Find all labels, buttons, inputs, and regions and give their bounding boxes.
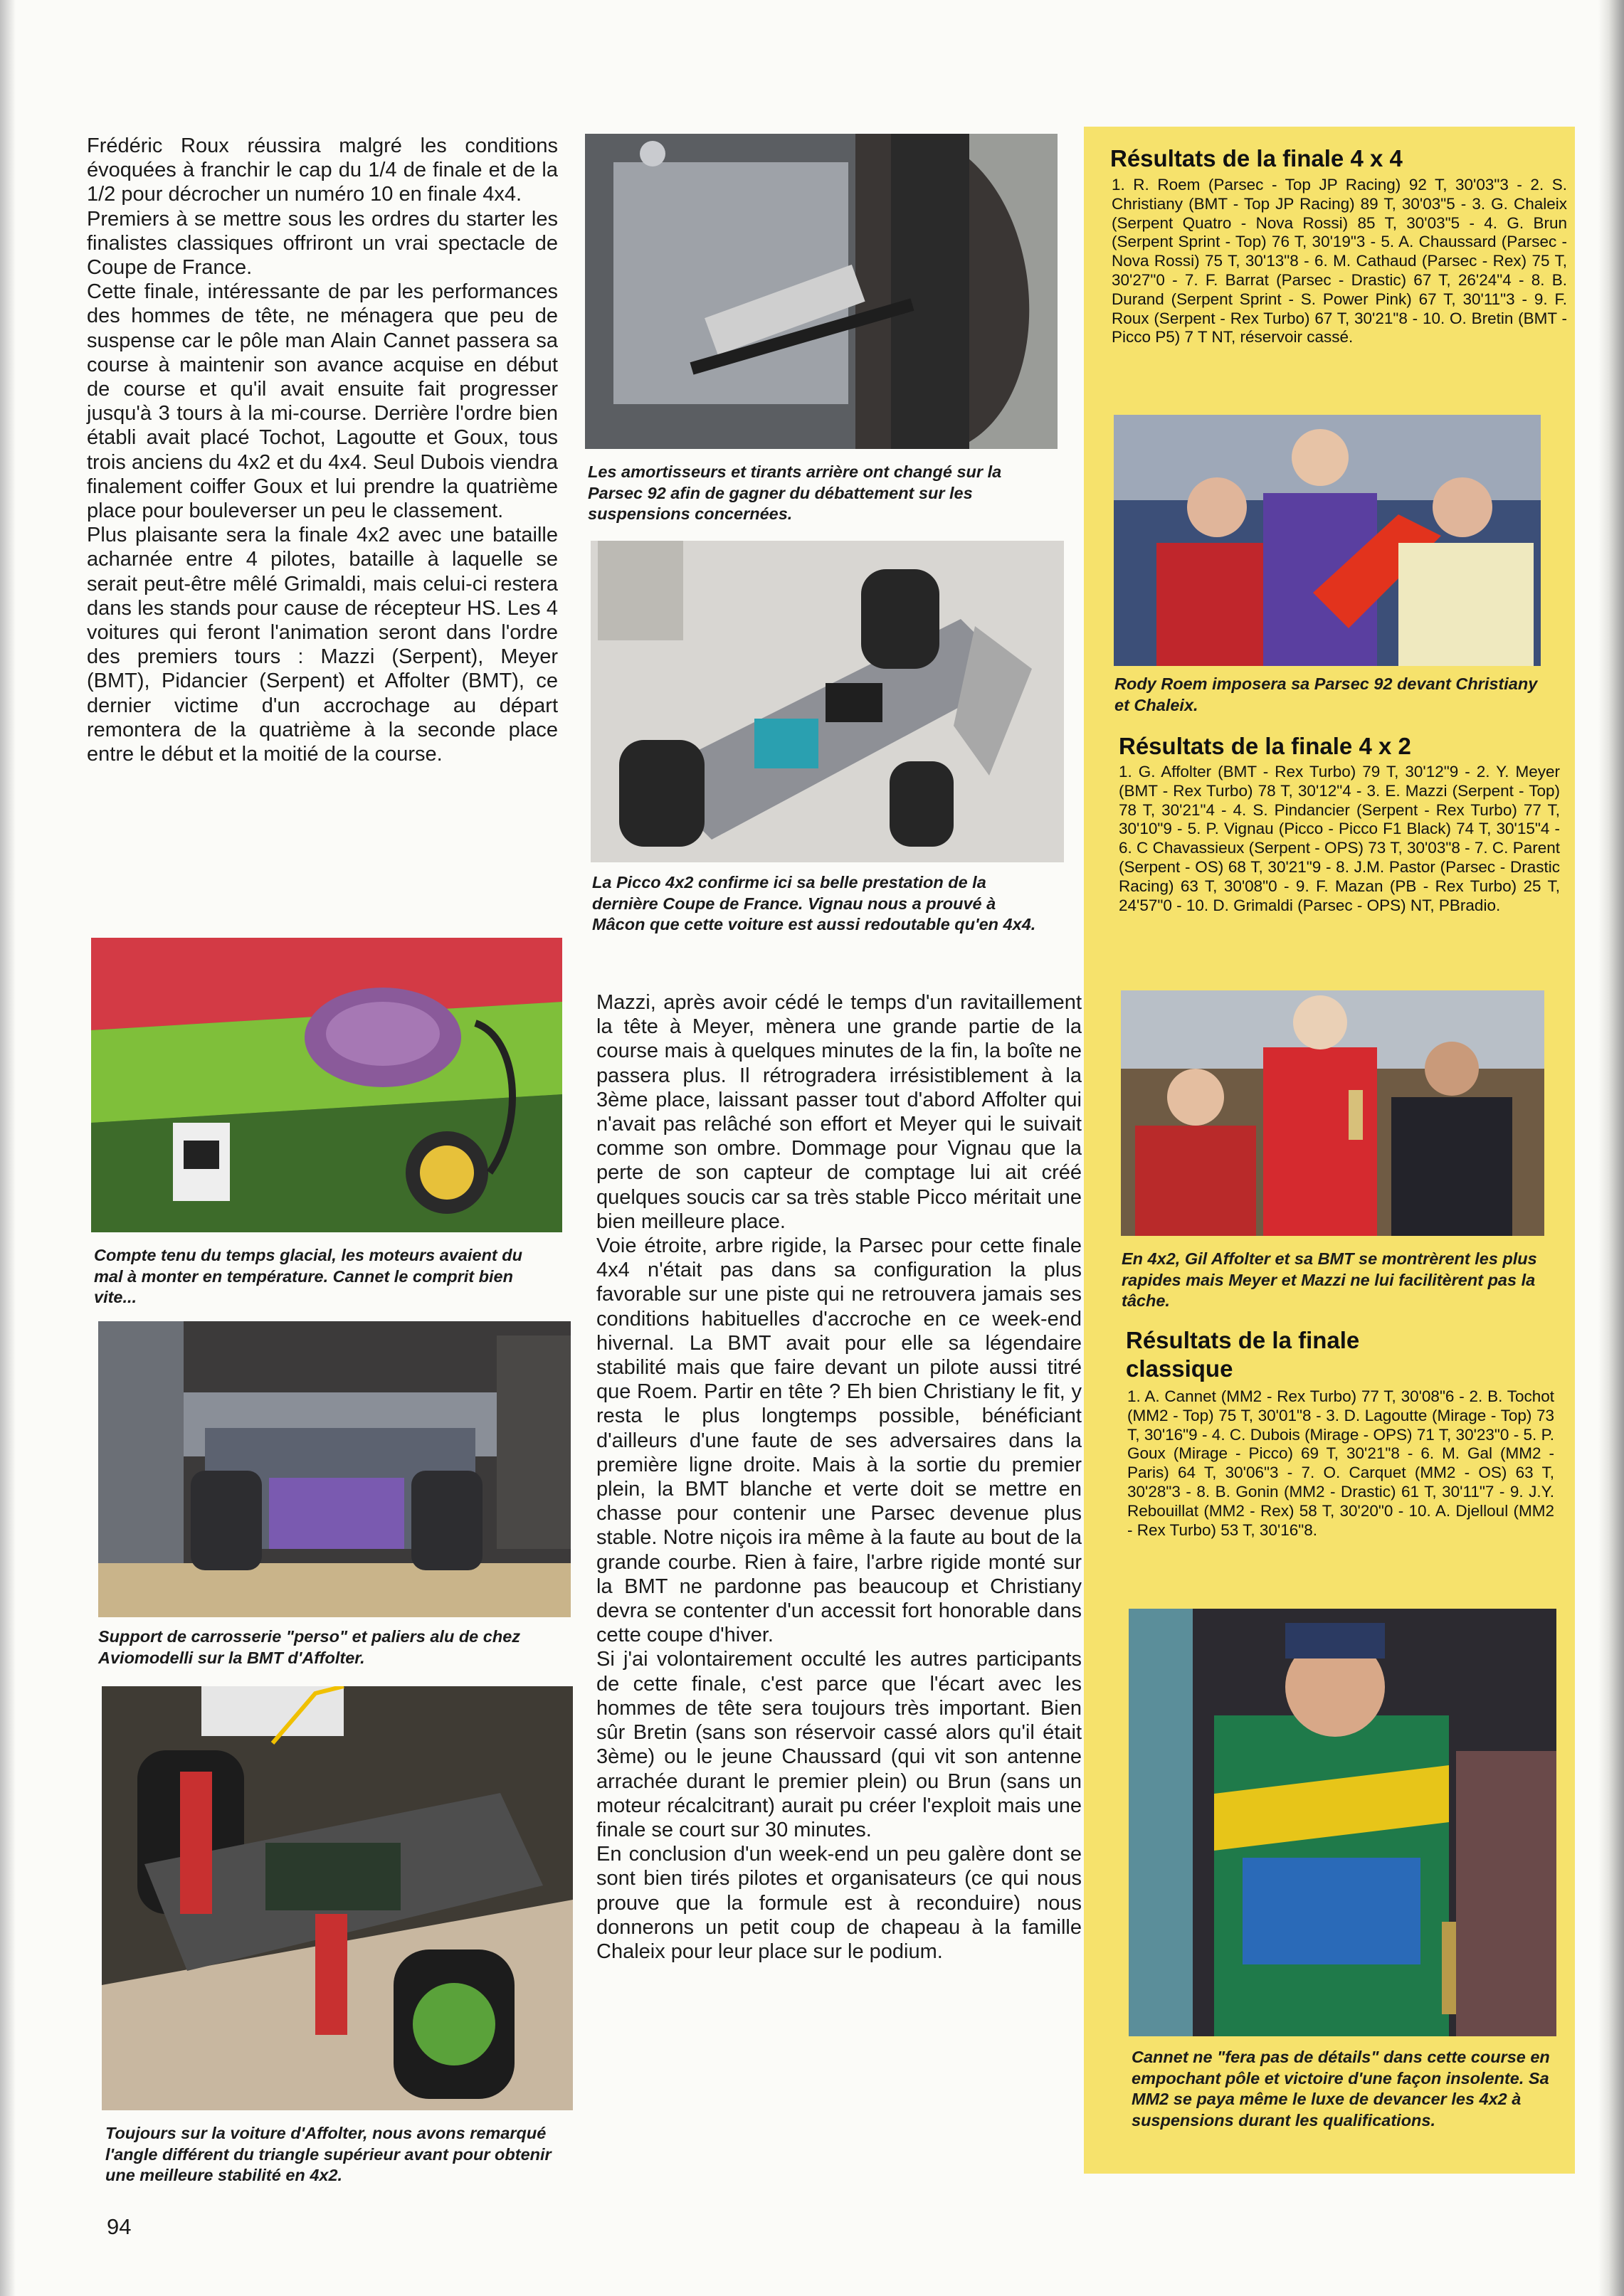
column1-paragraph: Frédéric Roux réussira malgré les conditions évoquées à franchir le cap du 1/4 de finale et de la 1/2 pour décrocher un numéro 10 en finale 4x4. (87, 134, 558, 206)
photo-cannet-winner (1129, 1609, 1556, 2036)
caption-picco: La Picco 4x2 confirme ici sa belle prestation de la dernière Coupe de France. Vignau nous a prouvé à Mâcon que cette voiture est aussi redoutable qu'en 4x4. (592, 873, 1036, 933)
column2-paragraph: En conclusion d'un week-end un peu galère dont se sont bien tirés pilotes et organisateurs (ce qui nous prouve que la formule est à reconduire) nous donnerons un petit coup de chapeau à la famille Chaleix pour leur place sur le podium. (596, 1843, 1082, 1963)
column2-paragraph: Si j'ai volontairement occulté les autres participants de cette finale, c'est parce que l'écart avec les hommes de tête sera toujours très important. Bien sûr Bretin (sans son réservoir cassé alors qu'il était 3ème) ou le jeune Chaussard (qui vit son antenne arrachée durant le premier plein) ou Brun (sans un moteur récalcitrant) aurait pu créer l'exploit mais une finale se court sur 30 minutes. (596, 1648, 1082, 1841)
results-4x2-list: 1. G. Affolter (BMT - Rex Turbo) 79 T, 30'12"9 - 2. Y. Meyer (BMT - Rex Turbo) 78 T, 30'12"4 - 3. E. Mazzi (Serpent - Top) 78 T, 30'21"4 - 4. S. Pindancier (Serpent - Rex Turbo) 77 T, 30'10"9 - 5. P. Vignau (Picco - Picco F1 Black) 74 T, 30'15"4 - 6. C Chavassieux (Serpent - OPS) 73 T, 30'03"8 - 7. C. Parent (Serpent - OS) 68 T, 30'21"9 - 8. J.M. Pastor (Parsec - Drastic Racing) 63 T, 30'08"0 - 9. F. Mazan (PB - Rex Turbo) 25 T, 24'57"0 - 10. D. Grimaldi (Parsec - OPS) NT, PBradio. (1119, 763, 1560, 914)
caption-cannet-winner: Cannet ne "fera pas de détails" dans cette course en empochant pôle et victoire d'une façon insolente. Sa MM2 se paya même le luxe de devancer les 4x2 à suspensions durant les qualifications. (1132, 2048, 1550, 2130)
photo-engine-closeup (91, 938, 562, 1232)
caption-rear-shocks: Les amortisseurs et tirants arrière ont changé sur la Parsec 92 afin de gagner du débattement sur les suspensions concernées. (588, 462, 1002, 523)
results-classique-list: 1. A. Cannet (MM2 - Rex Turbo) 77 T, 30'08"6 - 2. B. Tochot (MM2 - Top) 75 T, 30'01"8 - 3. D. Lagoutte (Mirage - Top) 73 T, 30'16"9 - 4. C. Dubois (Mirage - OPS) 71 T, 30'23"0 - 5. P. Goux (Mirage - Picco) 69 T, 30'21"8 - 6. M. Gal (MM2 - Paris) 64 T, 30'06"3 - 7. O. Carquet (MM2 - OS) 63 T, 30'28"3 - 8. B. Gonin (MM2 - Drastic) 61 T, 30'11"7 - 9. J.Y. Rebouillat (MM2 - Rex) 58 T, 30'20"0 - 10. A. Djelloul (MM2 - Rex Turbo) 53 T, 30'16"8. (1127, 1387, 1554, 1539)
caption-engine: Compte tenu du temps glacial, les moteurs avaient du mal à monter en température. Cannet le comprit bien vite... (94, 1246, 522, 1306)
column1-paragraph: Premiers à se mettre sous les ordres du starter les finalistes classiques offriront un vrai spectacle de Coupe de France. (87, 207, 558, 280)
column2-body (596, 990, 1082, 1964)
caption-podium-4x2: En 4x2, Gil Affolter et sa BMT se montrèrent les plus rapides mais Meyer et Mazzi ne lui facilitèrent pas la tâche. (1122, 1249, 1537, 1310)
column1-paragraph: Plus plaisante sera la finale 4x2 avec une bataille acharnée entre 4 pilotes, bataille à laquelle se serait peut-être mêlé Grimaldi, mais celui-ci restera dans les stands pour cause de récepteur HS. Les 4 voitures qui feront l'animation seront dans l'ordre des premiers tours : Mazzi (Serpent), Meyer (BMT), Pidancier (Serpent) et Affolter (BMT), ce dernier victime d'un accrochage au départ remontera de la quatrième à la seconde place entre le début et la moitié de la course. (87, 524, 558, 766)
column2-paragraph: Mazzi, après avoir cédé le temps d'un ravitaillement la tête à Meyer, mènera une grande partie de la course mais à quelques minutes de la fin, la boîte ne passera plus. Il rétrogradera irrésistiblement à la 3ème place, laissant passer tout d'abord Affolter qui n'avait pas relâché son effort et Meyer qui le suivait comme son ombre. Dommage pour Vignau que la perte de son capteur de comptage lui ait créé quelques soucis car sa très stable Picco méritait une bien meilleure place. (596, 991, 1082, 1233)
photo-picco-chassis (591, 541, 1064, 862)
page-gutter-shadow (0, 0, 16, 2296)
caption-bmt-support: Support de carrosserie "perso" et paliers alu de chez Aviomodelli sur la BMT d'Affolter. (98, 1627, 521, 1667)
caption-podium-4x4: Rody Roem imposera sa Parsec 92 devant Christiany et Chaleix. (1114, 674, 1538, 714)
photo-affolter-car (102, 1686, 573, 2110)
results-4x4-list: 1. R. Roem (Parsec - Top JP Racing) 92 T, 30'03"3 - 2. S. Christiany (BMT - Top JP Racing) 89 T, 30'03"5 - 3. G. Chaleix (Serpent Quatro - Nova Rossi) 85 T, 30'03"5 - 4. G. Brun (Serpent Sprint - Top) 76 T, 30'19"3 - 5. A. Chaussard (Parsec - Nova Rossi) 75 T, 30'13"8 - 6. M. Cathaud (Parsec - Rex) 75 T, 30'27"0 - 7. F. Barrat (Parsec - Drastic) 67 T, 26'24"4 - 8. B. Durand (Serpent Sprint - S. Power Pink) 67 T, 30'11"3 - 9. F. Roux (Serpent - Rex Turbo) 67 T, 30'21"8 - 10. O. Bretin (BMT - Picco P5) 7 T NT, réservoir cassé. (1112, 176, 1567, 346)
page-edge-shadow (1598, 0, 1624, 2296)
page-number: 94 (107, 2214, 132, 2239)
results-classique-title: Résultats de la finale classique (1126, 1327, 1360, 1382)
photo-podium-4x4 (1114, 415, 1541, 666)
photo-bmt-support (98, 1321, 571, 1617)
photo-podium-4x2 (1121, 990, 1544, 1236)
column2-paragraph: Voie étroite, arbre rigide, la Parsec pour cette finale 4x4 n'était pas dans sa configuration la plus favorable sur une piste qui ne retrouvera jamais ses conditions habituelles d'accroche en ce week-end hivernal. La BMT avait pour elle sa légendaire stabilité mais que faire devant un pilote aussi titré que Roem. Partir en tête ? Eh bien Christiany le fit, y resta le plus longtemps possible, bénéficiant d'ailleurs d'une faute de ses adversaires dans la première ligne droite. Mais à la sortie du premier plein, la BMT blanche et verte doit se mettre en chasse pour contenir une Parsec devenue plus stable. Notre niçois ira même à la faute au bout de la grande courbe. Rien à faire, l'arbre rigide monté sur la BMT ne pardonne pas beaucoup et Christiany devra se contenter d'un accessit fort honorable dans cette coupe d'hiver. (596, 1234, 1082, 1647)
column1-paragraph: Cette finale, intéressante de par les performances des hommes de tête, ne ménagera que peu de suspense car le pôle man Alain Cannet passera sa course à maintenir son avance acquise en début de course et qu'il avait ensuite fait progresser jusqu'à 3 tours à la mi-course. Derrière l'ordre bien établi avait placé Tochot, Lagoutte et Goux, tous trois anciens du 4x2 et du 4x4. Seul Dubois viendra finalement coiffer Goux et lui prendre la quatrième place pour bouleverser un peu le classement. (87, 280, 558, 523)
column1-body (87, 134, 558, 766)
results-4x4-title: Résultats de la finale 4 x 4 (1110, 145, 1403, 171)
photo-rear-shocks (585, 134, 1058, 449)
caption-affolter-car: Toujours sur la voiture d'Affolter, nous avons remarqué l'angle différent du triangle supérieur avant pour obtenir une meilleure stabilité en 4x2. (105, 2124, 552, 2184)
results-4x2-title: Résultats de la finale 4 x 2 (1119, 733, 1411, 759)
